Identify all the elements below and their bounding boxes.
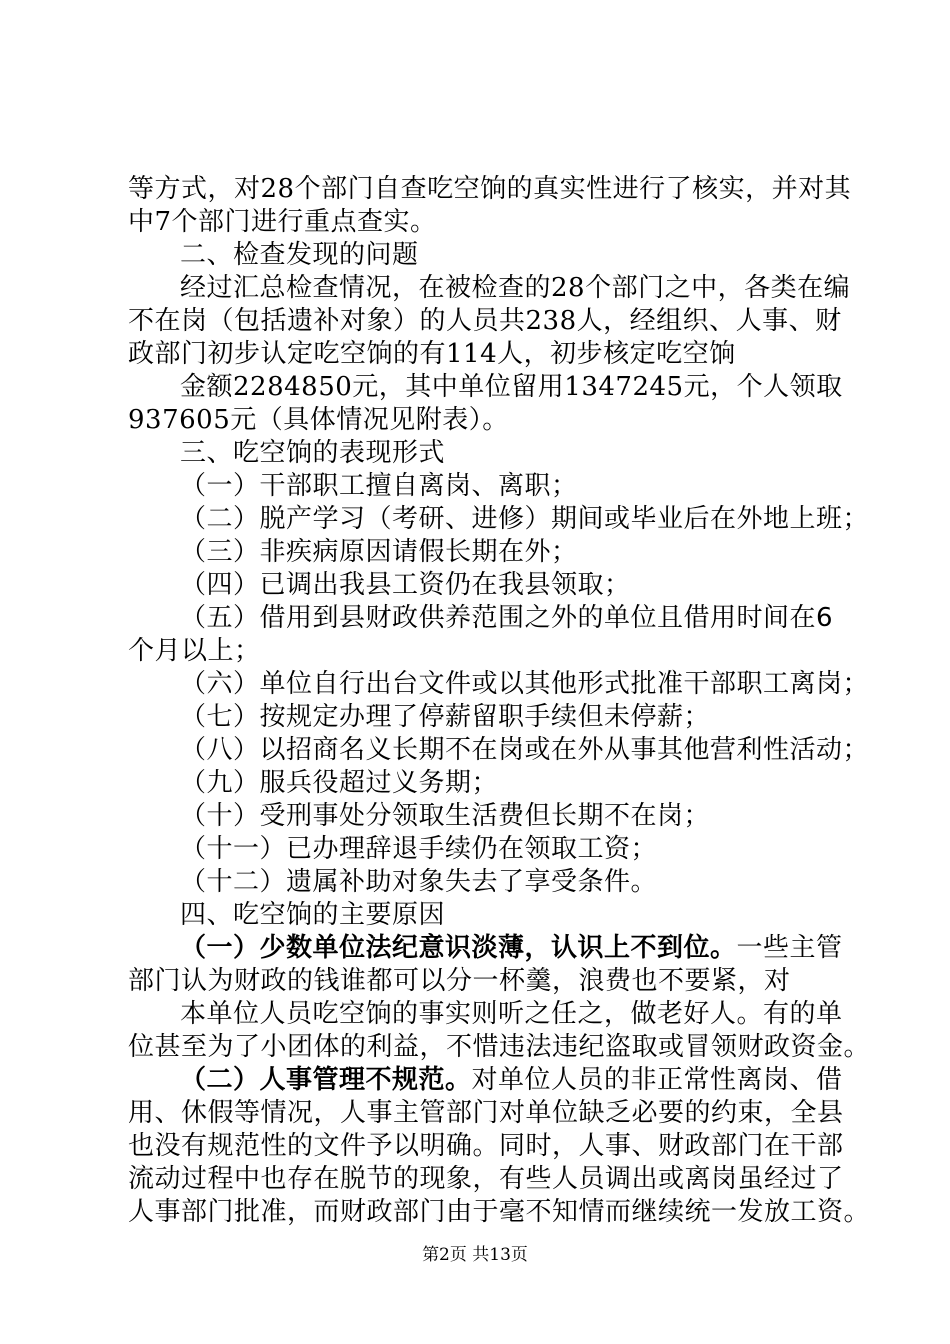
reason-text: 一些主管 <box>736 933 843 963</box>
list-item: （十一）已办理辞退手续仍在领取工资； <box>180 834 658 864</box>
paragraph-line <box>128 1064 843 1097</box>
paragraph-line: 部门认为财政的钱谁都可以分一杯羹，浪费也不要紧，对 <box>128 966 791 996</box>
list-item: （十二）遗属补助对象失去了享受条件。 <box>180 867 658 897</box>
reason-text: 对单位人员的非正常性离岗、借 <box>471 1065 843 1095</box>
paragraph-line: 不在岗（包括遗补对象）的人员共238人，经组织、人事、财 <box>128 306 842 336</box>
list-item-continuation: 个月以上； <box>128 636 261 666</box>
paragraph-line <box>128 932 843 965</box>
paragraph-line: 也没有规范性的文件予以明确。同时，人事、财政部门在干部 <box>128 1131 844 1161</box>
list-item: （一）干部职工擅自离岗、离职； <box>180 471 578 501</box>
reason-heading: （一）少数单位法纪意识淡薄，认识上不到位。 <box>180 933 737 963</box>
section-heading: 二、检查发现的问题 <box>180 240 419 270</box>
list-item: （六）单位自行出台文件或以其他形式批准干部职工离岗； <box>180 669 870 699</box>
page-number-footer: 第2页 共13页 <box>422 1245 528 1265</box>
document-body <box>128 173 871 1229</box>
paragraph-line: 用、休假等情况，人事主管部门对单位缺乏必要的约束，全县 <box>128 1098 844 1128</box>
paragraph-line: 中7个部门进行重点查实。 <box>128 207 437 237</box>
paragraph-line: 等方式，对28个部门自查吃空饷的真实性进行了核实，并对其 <box>128 174 852 204</box>
paragraph-line: 人事部门批准，而财政部门由于毫不知情而继续统一发放工资。 <box>128 1197 871 1227</box>
reason-heading: （二）人事管理不规范。 <box>180 1065 472 1095</box>
section-heading: 三、吃空饷的表现形式 <box>180 438 446 468</box>
list-item: （五）借用到县财政供养范围之外的单位且借用时间在6 <box>180 603 834 633</box>
paragraph-line: 本单位人员吃空饷的事实则听之任之，做老好人。有的单 <box>180 999 843 1029</box>
paragraph-line: 政部门初步认定吃空饷的有114人，初步核定吃空饷 <box>128 339 736 369</box>
list-item: （九）服兵役超过义务期； <box>180 768 499 798</box>
list-item: （三）非疾病原因请假长期在外； <box>180 537 578 567</box>
paragraph-line: 流动过程中也存在脱节的现象，有些人员调出或离岗虽经过了 <box>128 1164 844 1194</box>
paragraph-line: 位甚至为了小团体的利益，不惜违法违纪盗取或冒领财政资金。 <box>128 1032 871 1062</box>
paragraph-line: 经过汇总检查情况，在被检查的28个部门之中，各类在编 <box>180 273 851 303</box>
list-item: （四）已调出我县工资仍在我县领取； <box>180 570 631 600</box>
paragraph-line: 金额2284850元，其中单位留用1347245元，个人领取 <box>180 372 843 402</box>
paragraph-line: 937605元（具体情况见附表）。 <box>128 405 509 435</box>
list-item: （十）受刑事处分领取生活费但长期不在岗； <box>180 801 711 831</box>
section-heading: 四、吃空饷的主要原因 <box>180 900 446 930</box>
list-item: （二）脱产学习（考研、进修）期间或毕业后在外地上班； <box>180 504 870 534</box>
list-item: （七）按规定办理了停薪留职手续但未停薪； <box>180 702 711 732</box>
list-item: （八）以招商名义长期不在岗或在外从事其他营利性活动； <box>180 735 870 765</box>
